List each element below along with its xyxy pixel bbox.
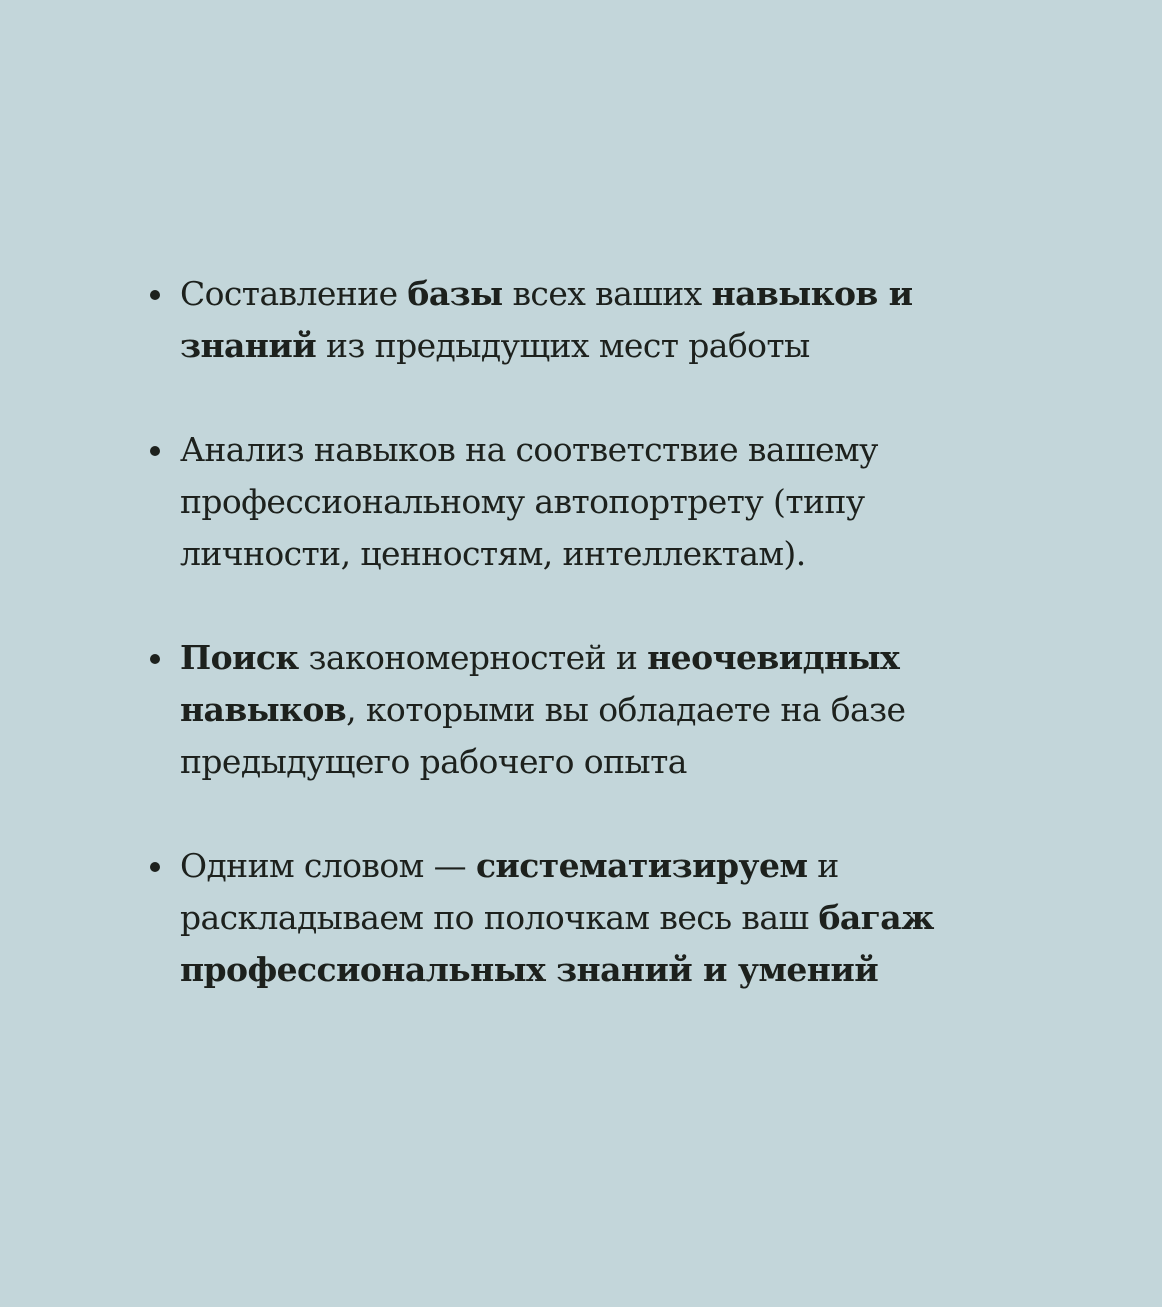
bullet-item-skills-base <box>146 268 962 372</box>
bullet-text: Анализ навыков на соответствие вашему профессиональному автопортрету (типу личности, ценностям, интеллектам). <box>180 430 878 573</box>
bullet-dot-icon <box>150 654 160 664</box>
bullet-text: Поиск закономерностей и неочевидных навыков, которыми вы обладаете на базе предыдущего рабочего опыта <box>180 638 906 781</box>
bullet-list <box>146 268 962 996</box>
bullet-item-skills-analysis <box>146 424 962 580</box>
bullet-text: Составление базы всех ваших навыков и знаний из предыдущих мест работы <box>180 274 913 365</box>
bullet-dot-icon <box>150 446 160 456</box>
bullet-item-systematize <box>146 840 962 996</box>
bullet-text: Одним словом — систематизируем и раскладываем по полочкам весь ваш багаж профессиональных знаний и умений <box>180 846 934 989</box>
bullet-item-hidden-skills <box>146 632 962 788</box>
bullet-dot-icon <box>150 862 160 872</box>
bullet-dot-icon <box>150 290 160 300</box>
